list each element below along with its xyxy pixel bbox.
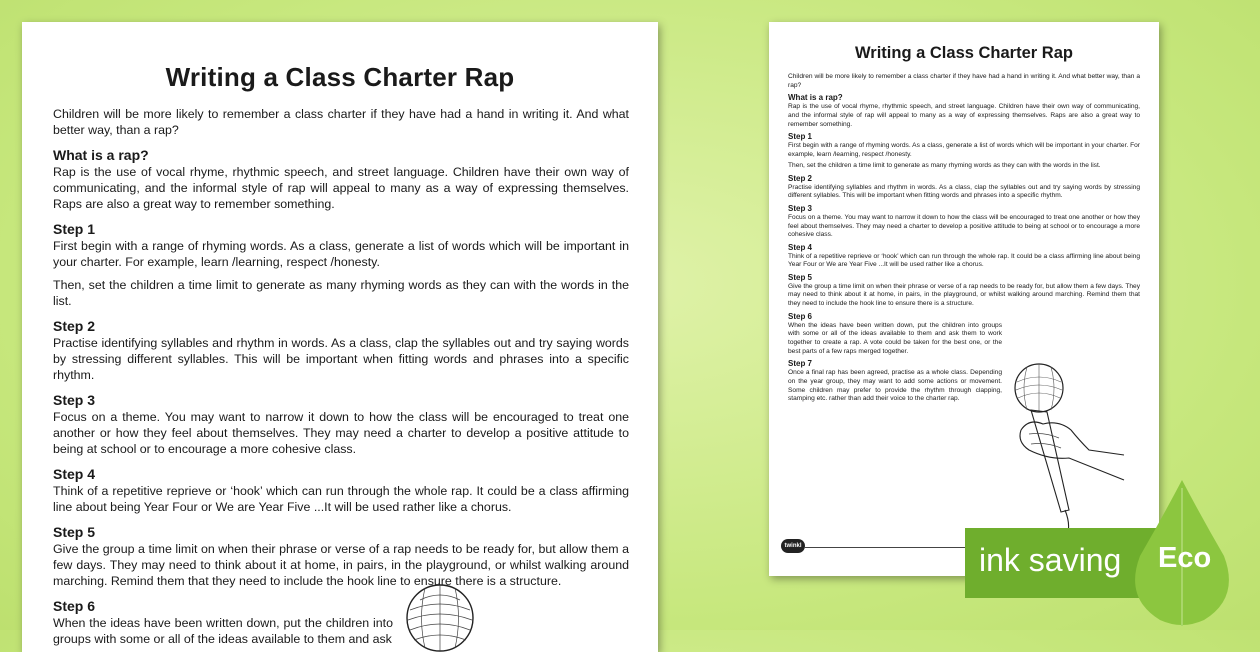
- step-text: Then, set the children a time limit to generate as many rhyming words as they can with the words in the list.: [53, 278, 629, 308]
- step-heading: Step 6: [788, 311, 813, 321]
- step-text: Once a final rap has been agreed, practise as a whole class. Depending on the year group, they may want to add some actions or movement. Some children may prefer to provide the rhythm through clapping, stamping etc. rather than add their voice to the charter rap.: [788, 369, 1002, 403]
- intro-text: Children will be more likely to remember a class charter if they have had a hand in writing it. And what better way, than a rap?: [53, 107, 629, 137]
- worksheet-page-preview: [769, 22, 1159, 576]
- step-text: When the ideas have been written down, put the children into groups with some or all of the ideas available to them and ask: [53, 616, 393, 646]
- twinkl-logo: twinkl: [781, 539, 805, 553]
- step-heading: Step 6: [53, 598, 96, 614]
- eco-label: Eco: [1158, 542, 1212, 574]
- microphone-illustration: [400, 580, 480, 652]
- step-text: Practise identifying syllables and rhythm in words. As a class, clap the syllables out and try saying words by stressing different syllables. This will be important when fitting words and phrases into a specific rhythm.: [788, 183, 1140, 200]
- section-heading: What is a rap?: [788, 93, 843, 103]
- step-text: Focus on a theme. You may want to narrow it down to how the class will be encouraged to treat one another or how they feel about themselves. They may need a charter to develop a positive attitude to being at school or to encourage a more cohesive class.: [53, 410, 629, 456]
- step-heading: Step 7: [788, 359, 813, 369]
- intro-text: Children will be more likely to remember a class charter if they have had a hand in writing it. And what better way, than a rap?: [788, 73, 1140, 89]
- step-text: Think of a repetitive reprieve or ‘hook’ which can run through the whole rap. It could be a class affirming line about being Year Four or We are Year Five ...It will be used rather like a chorus.: [788, 252, 1140, 269]
- section-heading: What is a rap?: [53, 147, 149, 163]
- step-heading: Step 1: [788, 132, 813, 142]
- step-heading: Step 5: [53, 524, 96, 540]
- step-text: Practise identifying syllables and rhythm in words. As a class, clap the syllables out and try saying words by stressing different syllables. This will be important when fitting words and phrases into a specific rhythm.: [53, 336, 629, 382]
- step-text: Then, set the children a time limit to generate as many rhyming words as they can with the words in the list.: [788, 162, 1101, 170]
- ink-saving-label: ink saving: [979, 542, 1122, 578]
- step-text: Give the group a time limit on when their phrase or verse of a rap needs to be ready for, but allow them a few days. They may need to think about it at home, in pairs, in the playground, or whilst walking around marching. Remind them that they need to include the hook line to ensure there is a structure.: [788, 282, 1140, 308]
- step-heading: Step 4: [53, 466, 96, 482]
- step-text: First begin with a range of rhyming words. As a class, generate a list of words which will be important in your charter. For example, learn /learning, respect /honesty.: [788, 141, 1140, 158]
- page-body: [53, 106, 629, 652]
- worksheet-page-large: [22, 22, 658, 652]
- page-title: Writing a Class Charter Rap: [165, 62, 515, 92]
- step-heading: Step 1: [53, 221, 96, 237]
- step-text: When the ideas have been written down, put the children into groups with some or all of the ideas available to them and ask them to work together to create a rap. A vote could be taken for the best one, or the best parts of a few raps merged together.: [788, 321, 1002, 355]
- step-heading: Step 3: [788, 204, 813, 214]
- step-heading: Step 2: [53, 318, 96, 334]
- page-body: [788, 73, 1140, 407]
- step-heading: Step 3: [53, 392, 96, 408]
- step-heading: Step 5: [788, 273, 813, 283]
- step-text: First begin with a range of rhyming words. As a class, generate a list of words which will be important in your charter. For example, learn /learning, respect /honesty.: [53, 239, 629, 269]
- hand-microphone-illustration: [1009, 360, 1134, 535]
- eco-badge: [1132, 478, 1232, 628]
- section-text: Rap is the use of vocal rhyme, rhythmic speech, and street language. Children have their own way of communicating, and the informal style of rap will appeal to many as a way of expressing themselves. Raps are also a great way to remember something.: [53, 165, 629, 211]
- step-text: Focus on a theme. You may want to narrow it down to how the class will be encouraged to treat one another or how they feel about themselves. They may need a charter to develop a positive attitude to being at school or to encourage a more cohesive class.: [788, 213, 1140, 239]
- section-text: Rap is the use of vocal rhyme, rhythmic speech, and street language. Children have their own way of communicating, and the informal style of rap will appeal to many as a way of expressing themselves. Raps are also a great way to remember something.: [788, 103, 1140, 128]
- step-text: Give the group a time limit on when their phrase or verse of a rap needs to be ready for, but allow them a few days. They may need to think about it at home, in pairs, in the playground, or whilst walking around marching. Remind them that they need to include the hook line to ensure there is a structure.: [53, 542, 629, 588]
- step-heading: Step 2: [788, 174, 813, 184]
- step-heading: Step 4: [788, 242, 813, 252]
- step-text: Think of a repetitive reprieve or ‘hook’ which can run through the whole rap. It could be a class affirming line about being Year Four or We are Year Five ...It will be used rather like a chorus.: [53, 484, 629, 514]
- page-title: Writing a Class Charter Rap: [855, 44, 1073, 62]
